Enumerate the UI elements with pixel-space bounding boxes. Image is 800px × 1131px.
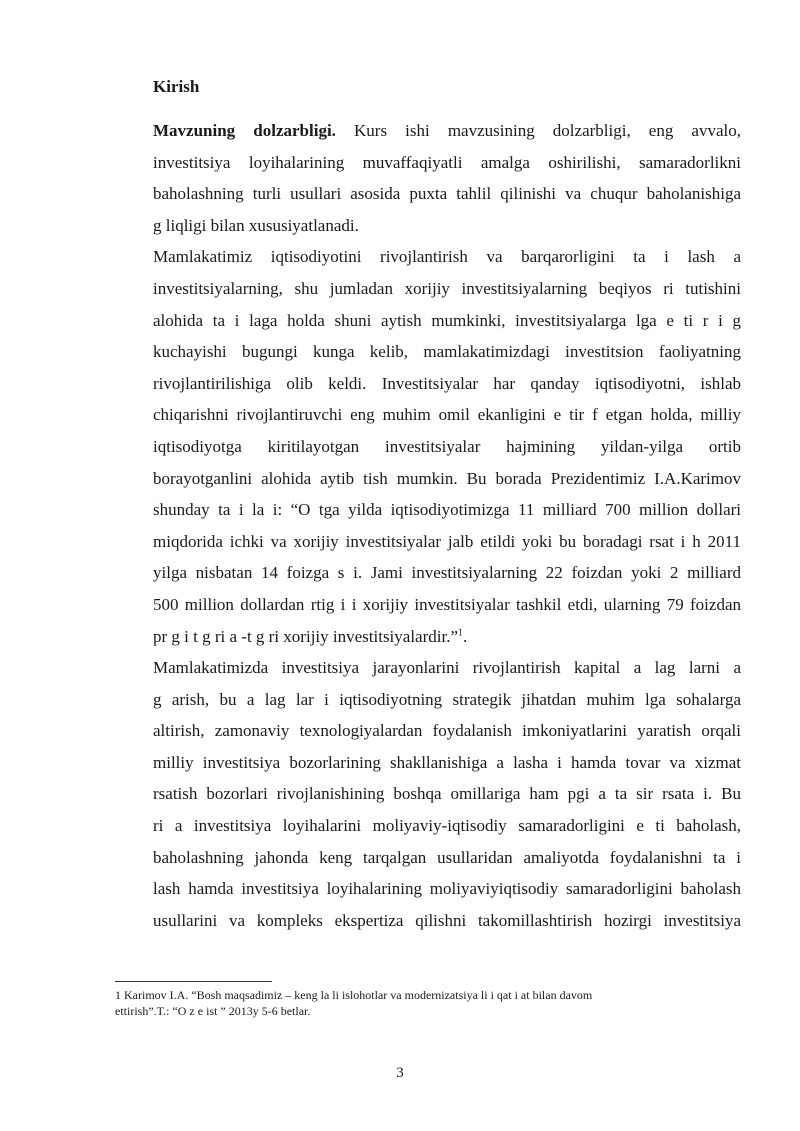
paragraph-line: shunday ta i la i: “O tga yilda iqtisodiyotimizga 11 milliard 700 million dollari <box>153 500 741 520</box>
paragraph-line: rivojlantirilishiga olib keldi. Investitsiyalar har qanday iqtisodiyotni, ishlab <box>153 373 741 393</box>
paragraph-line: investitsiyalarning, shu jumladan xorijiy investitsiyalarning beqiyos ri tutishini <box>153 278 741 298</box>
paragraph-line: alohida ta i laga holda shuni aytish mumkinki, investitsiyalarga lga e ti r i g <box>153 310 741 330</box>
lead-in-bold: Mavzuning dolzarbligi. <box>153 121 336 140</box>
page-number: 3 <box>396 1065 404 1081</box>
paragraph-line: rsatish bozorlari rivojlanishining boshqa omillariga ham pgi a ta sir rsata i. Bu <box>153 784 741 804</box>
paragraph-3 <box>115 652 741 936</box>
footnote-line: ettirish”.T.: “O z e ist ” 2013y 5-6 betlar. <box>115 1004 311 1018</box>
paragraph-line <box>115 621 741 653</box>
body-text <box>115 115 741 936</box>
paragraph-line: milliy investitsiya bozorlarining shakllanishiga a lasha i hamda tovar va xizmat <box>153 752 741 772</box>
footnote-line: 1 Karimov I.A. “Bosh maqsadimiz – keng la li islohotlar va modernizatsiya li i qat i at bilan davom <box>115 988 593 1002</box>
line-tail: . <box>463 626 468 646</box>
paragraph-line: miqdorida ichki va xorijiy investitsiyalar jalb etildi yoki bu boradagi rsat i h 2011 <box>153 531 741 551</box>
paragraph-line: ri a investitsiya loyihalarini moliyaviy-iqtisodiy samaradorligini e ti baholash, <box>153 816 741 836</box>
line-text: Kurs ishi mavzusining dolzarbligi, eng avvalo, <box>335 121 741 140</box>
paragraph-line: g arish, bu a lag lar i iqtisodiyotning strategik jihatdan muhim lga sohalarga <box>153 689 741 709</box>
paragraph-line: lash hamda investitsiya loyihalarining moliyaviyiqtisodiy samaradorligini baholash <box>153 879 741 899</box>
line-text: pr g i t g ri a -t g ri xorijiy investitsiyalardir.” <box>153 626 458 646</box>
paragraph-1 <box>115 115 741 241</box>
paragraph-line: usullarini va kompleks ekspertiza qilishni takomillashtirish hozirgi investitsiya <box>153 910 741 930</box>
footnote-reference[interactable]: 1 <box>458 626 463 638</box>
paragraph-line: baholashning turli usullari asosida puxta tahlil qilinishi va chuqur baholanishiga <box>153 184 741 204</box>
section-heading: Kirish <box>153 77 200 96</box>
paragraph-line: chiqarishni rivojlantiruvchi eng muhim omil ekanligini e tir f etgan holda, milliy <box>153 405 741 425</box>
paragraph-line: g liqligi bilan xususiyatlanadi. <box>153 215 359 235</box>
paragraph-line: altirish, zamonaviy texnologiyalardan foydalanish imkoniyatlarini yaratish orqali <box>153 721 741 741</box>
paragraph-line: baholashning jahonda keng tarqalgan usullaridan amaliyotda foydalanishni ta i <box>153 847 741 867</box>
footnote-separator <box>115 981 272 982</box>
paragraph-line: iqtisodiyotga kiritilayotgan investitsiyalar hajmining yildan-yilga ortib <box>153 436 741 456</box>
paragraph-line: yilga nisbatan 14 foizga s i. Jami investitsiyalarning 22 foizdan yoki 2 milliard <box>153 563 741 583</box>
paragraph-line: Mamlakatimiz iqtisodiyotini rivojlantirish va barqarorligini ta i lash a <box>153 247 741 267</box>
footnote <box>115 987 735 1019</box>
paragraph-line: kuchayishi bugungi kunga kelib, mamlakatimizdagi investitsion faoliyatning <box>153 342 741 362</box>
paragraph-line: borayotganlini alohida aytib tish mumkin. Bu borada Prezidentimiz I.A.Karimov <box>153 468 741 488</box>
paragraph-line: investitsiya loyihalarining muvaffaqiyatli amalga oshirilishi, samaradorlikni <box>153 152 741 172</box>
paragraph-line: 500 million dollardan rtig i i xorijiy investitsiyalar tashkil etdi, ularning 79 foizdan <box>153 594 741 614</box>
paragraph-line: Mamlakatimizda investitsiya jarayonlarini rivojlantirish kapital a lag larni a <box>153 658 741 678</box>
paragraph-line <box>115 115 741 147</box>
paragraph-2 <box>115 241 741 652</box>
